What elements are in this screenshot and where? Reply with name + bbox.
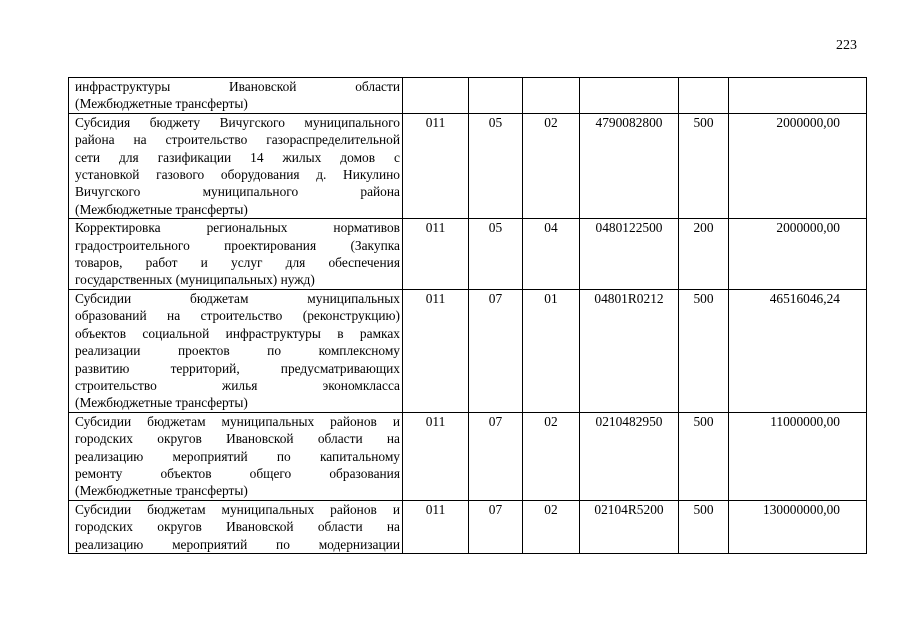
row-name-cell (69, 219, 403, 290)
row-section-code (469, 78, 523, 114)
row-expense-type-code: 500 (679, 412, 729, 500)
row-target-article-code: 4790082800 (580, 113, 679, 218)
row-name-line: (Межбюджетные трансферты) (75, 483, 248, 499)
row-name-line: городских округов Ивановской области на (75, 431, 400, 447)
row-name-cell (69, 412, 403, 500)
row-name-line: Субсидии бюджетам муниципальных районов и (75, 413, 400, 429)
row-target-article-code: 02104R5200 (580, 500, 679, 553)
row-target-article-code (580, 78, 679, 114)
row-amount (729, 78, 867, 114)
row-name-line: градостроительного проектирования (Закупка (75, 237, 400, 253)
row-amount: 130000000,00 (729, 500, 867, 553)
row-section-code: 07 (469, 412, 523, 500)
table-row (69, 78, 867, 114)
row-gr-code: 011 (403, 113, 469, 218)
row-amount: 2000000,00 (729, 219, 867, 290)
row-name-cell (69, 113, 403, 218)
row-name-line: сети для газификации 14 жилых домов с (75, 149, 400, 165)
row-name-line: Вичугского муниципального района (75, 184, 400, 200)
row-section-code: 07 (469, 289, 523, 412)
row-name-line: Субсидии бюджетам муниципальных районов и (75, 501, 400, 517)
row-gr-code (403, 78, 469, 114)
row-name-line: (Межбюджетные трансферты) (75, 201, 248, 217)
row-name-line: образований на строительство (реконструкцию) (75, 308, 400, 324)
row-name-line: государственных (муниципальных) нужд) (75, 272, 315, 288)
table-row (69, 113, 867, 218)
row-name-line: городских округов Ивановской области на (75, 519, 400, 535)
row-expense-type-code: 500 (679, 500, 729, 553)
row-name-line: товаров, работ и услуг для обеспечения (75, 255, 400, 271)
row-name-cell (69, 78, 403, 114)
row-name-line: строительство жилья экономкласса (75, 377, 400, 393)
row-name-line: реализацию мероприятий по капитальному (75, 448, 400, 464)
row-name-line: установкой газового оборудования д. Никулино (75, 167, 400, 183)
row-name-line: Корректировка региональных нормативов (75, 220, 400, 236)
table-row (69, 289, 867, 412)
table-row (69, 219, 867, 290)
row-name-line: развитию территорий, предусматривающих (75, 360, 400, 376)
row-gr-code: 011 (403, 412, 469, 500)
table-row (69, 500, 867, 553)
row-subsection-code: 01 (523, 289, 580, 412)
row-name-line: реализацию мероприятий по модернизации (75, 536, 400, 552)
row-section-code: 05 (469, 219, 523, 290)
row-target-article-code: 04801R0212 (580, 289, 679, 412)
row-section-code: 07 (469, 500, 523, 553)
row-amount: 2000000,00 (729, 113, 867, 218)
table-row (69, 412, 867, 500)
row-name-line: (Межбюджетные трансферты) (75, 395, 248, 411)
row-name-line: объектов социальной инфраструктуры в рамках (75, 325, 400, 341)
row-gr-code: 011 (403, 219, 469, 290)
row-expense-type-code: 500 (679, 289, 729, 412)
row-name-line: Субсидии бюджетам муниципальных (75, 290, 400, 306)
row-subsection-code: 02 (523, 500, 580, 553)
row-subsection-code: 02 (523, 412, 580, 500)
row-name-line: ремонту объектов общего образования (75, 465, 400, 481)
row-target-article-code: 0480122500 (580, 219, 679, 290)
row-expense-type-code: 500 (679, 113, 729, 218)
row-name-line: (Межбюджетные трансферты) (75, 96, 248, 112)
row-subsection-code: 02 (523, 113, 580, 218)
row-target-article-code: 0210482950 (580, 412, 679, 500)
row-expense-type-code: 200 (679, 219, 729, 290)
budget-table-body (69, 78, 867, 554)
row-name-line: района на строительство газораспределительной (75, 132, 400, 148)
row-gr-code: 011 (403, 289, 469, 412)
row-amount: 11000000,00 (729, 412, 867, 500)
row-name-cell (69, 289, 403, 412)
row-section-code: 05 (469, 113, 523, 218)
page-number: 223 (836, 38, 857, 53)
row-gr-code: 011 (403, 500, 469, 553)
budget-table (68, 77, 867, 554)
row-expense-type-code (679, 78, 729, 114)
row-name-cell (69, 500, 403, 553)
row-name-line: инфраструктуры Ивановской области (75, 79, 400, 94)
row-amount: 46516046,24 (729, 289, 867, 412)
row-subsection-code (523, 78, 580, 114)
row-name-line: реализации проектов по комплексному (75, 343, 400, 359)
row-subsection-code: 04 (523, 219, 580, 290)
row-name-line: Субсидия бюджету Вичугского муниципального (75, 114, 400, 130)
